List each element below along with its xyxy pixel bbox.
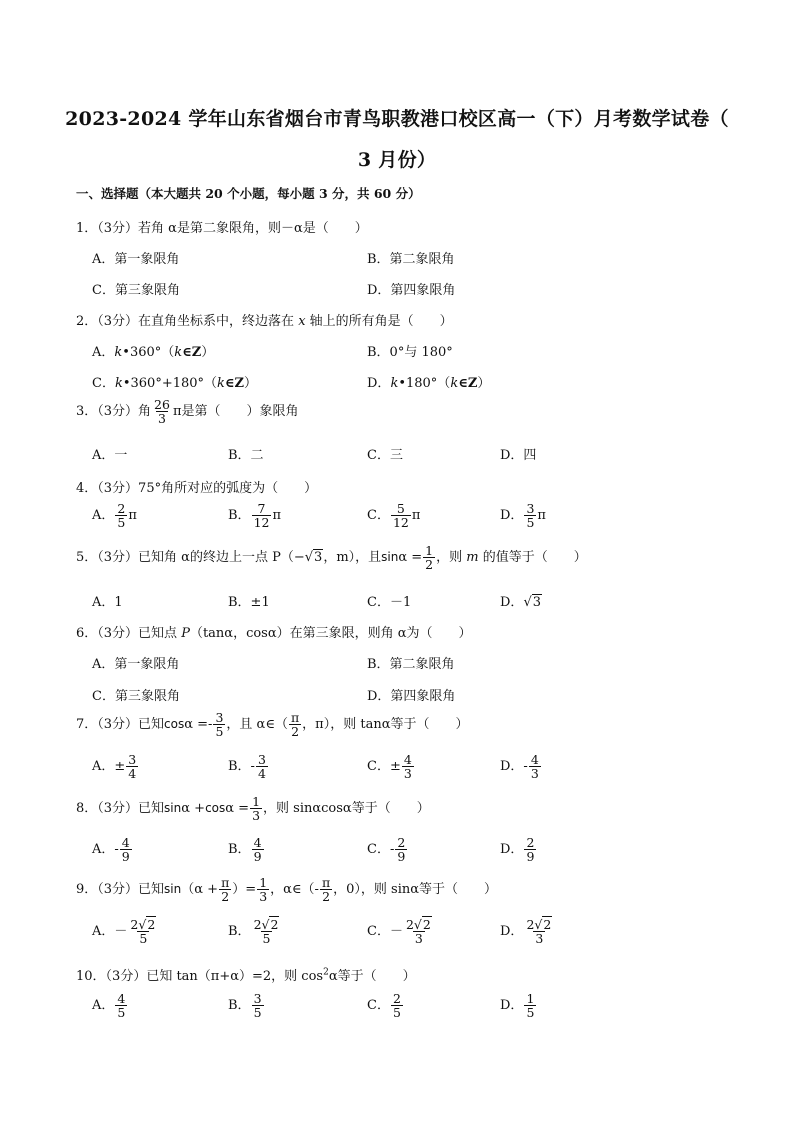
q8-option-d: D． $\frac{2}{9}$	[500, 835, 535, 865]
question-4: 4．（3分）75°角所对应的弧度为（ ）	[76, 481, 318, 496]
q3-option-c: C．三	[367, 448, 403, 463]
q6-option-d: D．第四象限角	[367, 689, 456, 704]
q2-option-c: C．k•360°+180°（k∈Z）	[92, 376, 258, 391]
question-3: 3．（3分）角 $\frac{26}{3}$ π是第（ ）象限角	[76, 397, 299, 427]
exam-title-line2: 3 月份）	[357, 149, 437, 171]
q8-option-c: C．- $\frac{2}{9}$	[367, 835, 406, 865]
q4-option-b: B． $\frac{7}{12}$ π	[228, 501, 282, 531]
q6-option-c: C．第三象限角	[92, 689, 180, 704]
q7-option-a: A．± $\frac{3}{4}$	[92, 752, 137, 782]
q2-option-d: D．k•180°（k∈Z）	[367, 376, 491, 391]
q6-option-b: B．第二象限角	[367, 657, 455, 672]
q10-option-b: B． $\frac{3}{5}$	[228, 991, 262, 1021]
q1-option-d: D．第四象限角	[367, 283, 456, 298]
q4-option-c: C． $\frac{5}{12}$ π	[367, 501, 421, 531]
q5-option-a: A．1	[92, 595, 123, 610]
section-heading: 一、选择题（本大题共 20 个小题，每小题 3 分，共 60 分）	[76, 186, 421, 201]
q7-option-b: B．- $\frac{3}{4}$	[228, 752, 266, 782]
q7-option-c: C．± $\frac{4}{3}$	[367, 752, 412, 782]
question-5: 5．（3分）已知角 α的终边上一点 P（−√3，m），且sinα = $\frac{1}{2}$ ，则 m 的值等于（ ）	[76, 543, 587, 573]
q5-option-d: D．√3	[500, 595, 542, 610]
q10-option-c: C． $\frac{2}{5}$	[367, 991, 401, 1021]
q2-option-b: B．0°与 180°	[367, 345, 453, 360]
q9-option-d: D． $\frac{2√2}{3}$	[500, 917, 552, 947]
exam-title-line1: 2023-2024 学年山东省烟台市青鸟职教港口校区高一（下）月考数学试卷（	[65, 108, 729, 130]
q1-option-a: A．第一象限角	[92, 252, 180, 267]
q9-option-c: C．－ $\frac{2√2}{3}$	[367, 917, 431, 947]
q4-option-d: D． $\frac{3}{5}$ π	[500, 501, 546, 531]
q6-option-a: A．第一象限角	[92, 657, 180, 672]
q2-option-a: A．k•360°（k∈Z）	[92, 345, 215, 360]
q1-option-c: C．第三象限角	[92, 283, 180, 298]
question-7: 7．（3分）已知cosα =- $\frac{3}{5}$ ，且 α∈（ $\frac{\pi}{2}$ ，π），则 tanα等于（ ）	[76, 710, 469, 740]
question-10: 10．（3分）已知 tan（π+α）=2，则 $\cos^2\alpha$等于（ ）	[76, 967, 416, 984]
q5-option-c: C．－1	[367, 595, 412, 610]
q9-option-a: A．－ $\frac{2√2}{5}$	[92, 917, 156, 947]
question-2: 2．（3分）在直角坐标系中，终边落在 x 轴上的所有角是（ ）	[76, 314, 453, 329]
q9-option-b: B． $\frac{2√2}{5}$	[228, 917, 279, 947]
q10-option-d: D． $\frac{1}{5}$	[500, 991, 535, 1021]
q3-option-d: D．四	[500, 448, 537, 463]
q1-option-b: B．第二象限角	[367, 252, 455, 267]
q10-option-a: A． $\frac{4}{5}$	[92, 991, 126, 1021]
q8-option-a: A．- $\frac{4}{9}$	[92, 835, 130, 865]
sqrt: √3	[304, 550, 323, 566]
q7-option-d: D．- $\frac{4}{3}$	[500, 752, 539, 782]
q4-option-a: A． $\frac{2}{5}$ π	[92, 501, 137, 531]
q3-option-a: A．一	[92, 448, 128, 463]
q3-option-b: B．二	[228, 448, 264, 463]
question-9: 9．（3分）已知sin（α + $\frac{\pi}{2}$ ）= $\frac{1}{3}$ ，α∈（- $\frac{\pi}{2}$ ，0），则 sinα等于（ ）	[76, 875, 498, 905]
q8-option-b: B． $\frac{4}{9}$	[228, 835, 262, 865]
fraction: $\frac{26}{3}$	[154, 397, 170, 427]
question-8: 8．（3分）已知sinα +cosα = $\frac{1}{3}$ ，则 sinαcosα等于（ ）	[76, 794, 430, 824]
question-6: 6．（3分）已知点 P（tanα，cosα）在第三象限，则角 α为（ ）	[76, 626, 472, 641]
q5-option-b: B．±1	[228, 595, 270, 610]
question-1: 1．（3分）若角 α是第二象限角，则－α是（ ）	[76, 221, 368, 236]
